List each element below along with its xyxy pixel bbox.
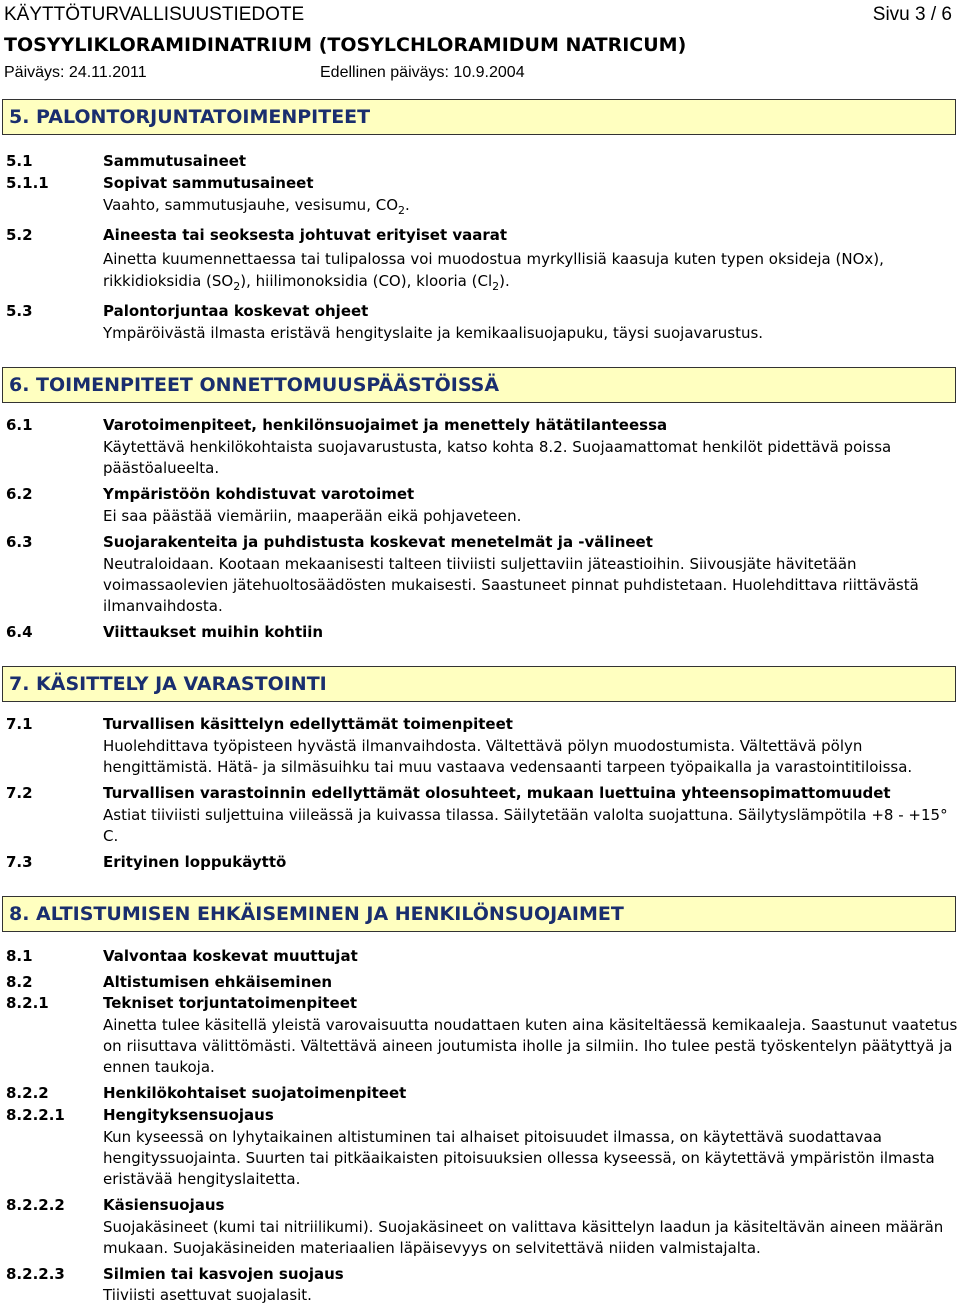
item-text: Tiiviisti asettuvat suojalasit. — [103, 1286, 312, 1304]
item-text: Kun kyseessä on lyhytaikainen altistuminen tai alhaiset pitoisuudet ilmassa, on käytettävä suodattavaa — [103, 1128, 882, 1146]
item-number: 5.1 — [6, 152, 33, 170]
item-heading: Viittaukset muihin kohtiin — [103, 623, 324, 641]
substance-name: TOSYYLIKLORAMIDINATRIUM (TOSYLCHLORAMIDUM NATRICUM) — [4, 34, 687, 56]
item-text: Suojakäsineet (kumi tai nitriilikumi). Suojakäsineet on valittava käsittelyn laadun ja käsiteltävän aineen määrän — [103, 1218, 944, 1236]
section-5-heading — [2, 99, 956, 135]
section-6-heading — [2, 367, 956, 403]
section-8-heading — [2, 896, 956, 932]
item-heading: Palontorjuntaa koskevat ohjeet — [103, 302, 369, 320]
document-date: Päiväys: 24.11.2011 — [4, 64, 147, 81]
item-number: 6.3 — [6, 533, 33, 551]
item-number: 6.1 — [6, 416, 33, 434]
item-heading: Tekniset torjuntatoimenpiteet — [103, 994, 358, 1012]
item-text: voimassaolevien jätehuoltosäädösten mukaisesti. Saastuneet pinnat puhdistetaan. Huolehdittava riittävästä — [103, 576, 919, 594]
item-heading: Aineesta tai seoksesta johtuvat erityiset vaarat — [103, 226, 508, 244]
item-number: 6.4 — [6, 623, 33, 641]
section-7-title: 7. KÄSITTELY JA VARASTOINTI — [9, 673, 327, 695]
section-7-heading — [2, 666, 956, 702]
item-number: 8.2.2 — [6, 1084, 49, 1102]
item-number: 6.2 — [6, 485, 33, 503]
item-heading: Henkilökohtaiset suojatoimenpiteet — [103, 1084, 407, 1102]
item-text: on riisuttava välittömästi. Vältettävä aineen joutumista iholle ja silmiin. Iho tulee pestä työskentelyn päätyttyä ja — [103, 1037, 953, 1055]
section-8-title: 8. ALTISTUMISEN EHKÄISEMINEN JA HENKILÖNSUOJAIMET — [9, 903, 624, 925]
item-heading: Turvallisen käsittelyn edellyttämät toimenpiteet — [103, 715, 513, 733]
item-heading: Turvallisen varastoinnin edellyttämät olosuhteet, mukaan luettuina yhteensopimattomuudet — [103, 784, 891, 802]
document-type: KÄYTTÖTURVALLISUUSTIEDOTE — [4, 4, 305, 25]
item-number: 8.2 — [6, 973, 33, 991]
item-heading: Käsiensuojaus — [103, 1196, 225, 1214]
item-text: Neutraloidaan. Kootaan mekaanisesti talteen tiiviisti suljettaviin jäteastioihin. Siivousjäte hävitetään — [103, 555, 857, 573]
item-text: Käytettävä henkilökohtaista suojavarustusta, katso kohta 8.2. Suojaamattomat henkilöt pidettävä poissa — [103, 438, 892, 456]
item-heading: Sopivat sammutusaineet — [103, 174, 314, 192]
item-text: Ympäröivästä ilmasta eristävä hengityslaite ja kemikaalisuojapuku, täysi suojavarustus. — [103, 324, 764, 342]
item-number: 7.3 — [6, 853, 33, 871]
item-number: 5.3 — [6, 302, 33, 320]
item-heading: Silmien tai kasvojen suojaus — [103, 1265, 344, 1283]
item-number: 8.2.1 — [6, 994, 49, 1012]
item-text: Ainetta kuumennettaessa tai tulipalossa voi muodostua myrkyllisiä kaasuja kuten typen oksideja (NOx), — [103, 250, 884, 268]
item-heading: Valvontaa koskevat muuttujat — [103, 947, 358, 965]
item-text: Ainetta tulee käsitellä yleistä varovaisuutta noudattaen kuten aina käsiteltäessä kemikaaleja. Saastunut vaatetus — [103, 1016, 958, 1034]
previous-date: Edellinen päiväys: 10.9.2004 — [320, 64, 525, 81]
item-text: mukaan. Suojakäsineiden materiaalien läpäisevyys on selvitettävä niiden valmistajalta. — [103, 1239, 761, 1257]
item-number: 5.1.1 — [6, 174, 49, 192]
item-text: C. — [103, 827, 119, 845]
item-heading: Hengityksensuojaus — [103, 1106, 274, 1124]
item-heading: Erityinen loppukäyttö — [103, 853, 287, 871]
item-text: hengityssuojainta. Suurten tai pitkäaikaisten pitoisuuksien ollessa kyseessä, on käytettävä ympäristön ilmasta — [103, 1149, 935, 1167]
item-text: hengittämistä. Hätä- ja silmäsuihku tai muu vastaava vedensaanti tarpeen työpaikalla ja varastointitiloissa. — [103, 758, 913, 776]
section-6-title: 6. TOIMENPITEET ONNETTOMUUSPÄÄSTÖISSÄ — [9, 374, 500, 396]
item-number: 8.2.2.1 — [6, 1106, 65, 1124]
item-number: 7.2 — [6, 784, 33, 802]
item-heading: Varotoimenpiteet, henkilönsuojaimet ja menettely hätätilanteessa — [103, 416, 668, 434]
item-text: ennen taukoja. — [103, 1058, 215, 1076]
item-number: 8.2.2.2 — [6, 1196, 65, 1214]
item-text: rikkidioksidia $(SO_2)$, hiilimonoksidia (CO), klooria $(Cl_2)$. — [103, 272, 510, 293]
item-number: 8.2.2.3 — [6, 1265, 65, 1283]
section-5-title: 5. PALONTORJUNTATOIMENPITEET — [9, 106, 371, 128]
item-text: eristävää hengityslaitetta. — [103, 1170, 301, 1188]
item-text: Vaahto, sammutusjauhe, vesisumu, $CO_2$. — [103, 196, 410, 217]
item-heading: Ympäristöön kohdistuvat varotoimet — [103, 485, 415, 503]
item-text: päästöalueelta. — [103, 459, 220, 477]
item-heading: Suojarakenteita ja puhdistusta koskevat menetelmät ja -välineet — [103, 533, 653, 551]
item-number: 5.2 — [6, 226, 33, 244]
item-text: ilmanvaihdosta. — [103, 597, 223, 615]
item-text: Ei saa päästää viemäriin, maaperään eikä pohjaveteen. — [103, 507, 522, 525]
item-text: Astiat tiiviisti suljettuina viileässä ja kuivassa tilassa. Säilytetään valolta suojattuna. Säilytyslämpötila +8 - +15° — [103, 806, 948, 824]
item-text: Huolehdittava työpisteen hyvästä ilmanvaihdosta. Vältettävä pölyn muodostumista. Vältettävä pölyn — [103, 737, 863, 755]
item-heading: Sammutusaineet — [103, 152, 247, 170]
item-heading: Altistumisen ehkäiseminen — [103, 973, 333, 991]
item-number: 8.1 — [6, 947, 33, 965]
page-number: Sivu 3 / 6 — [872, 4, 952, 25]
item-number: 7.1 — [6, 715, 33, 733]
